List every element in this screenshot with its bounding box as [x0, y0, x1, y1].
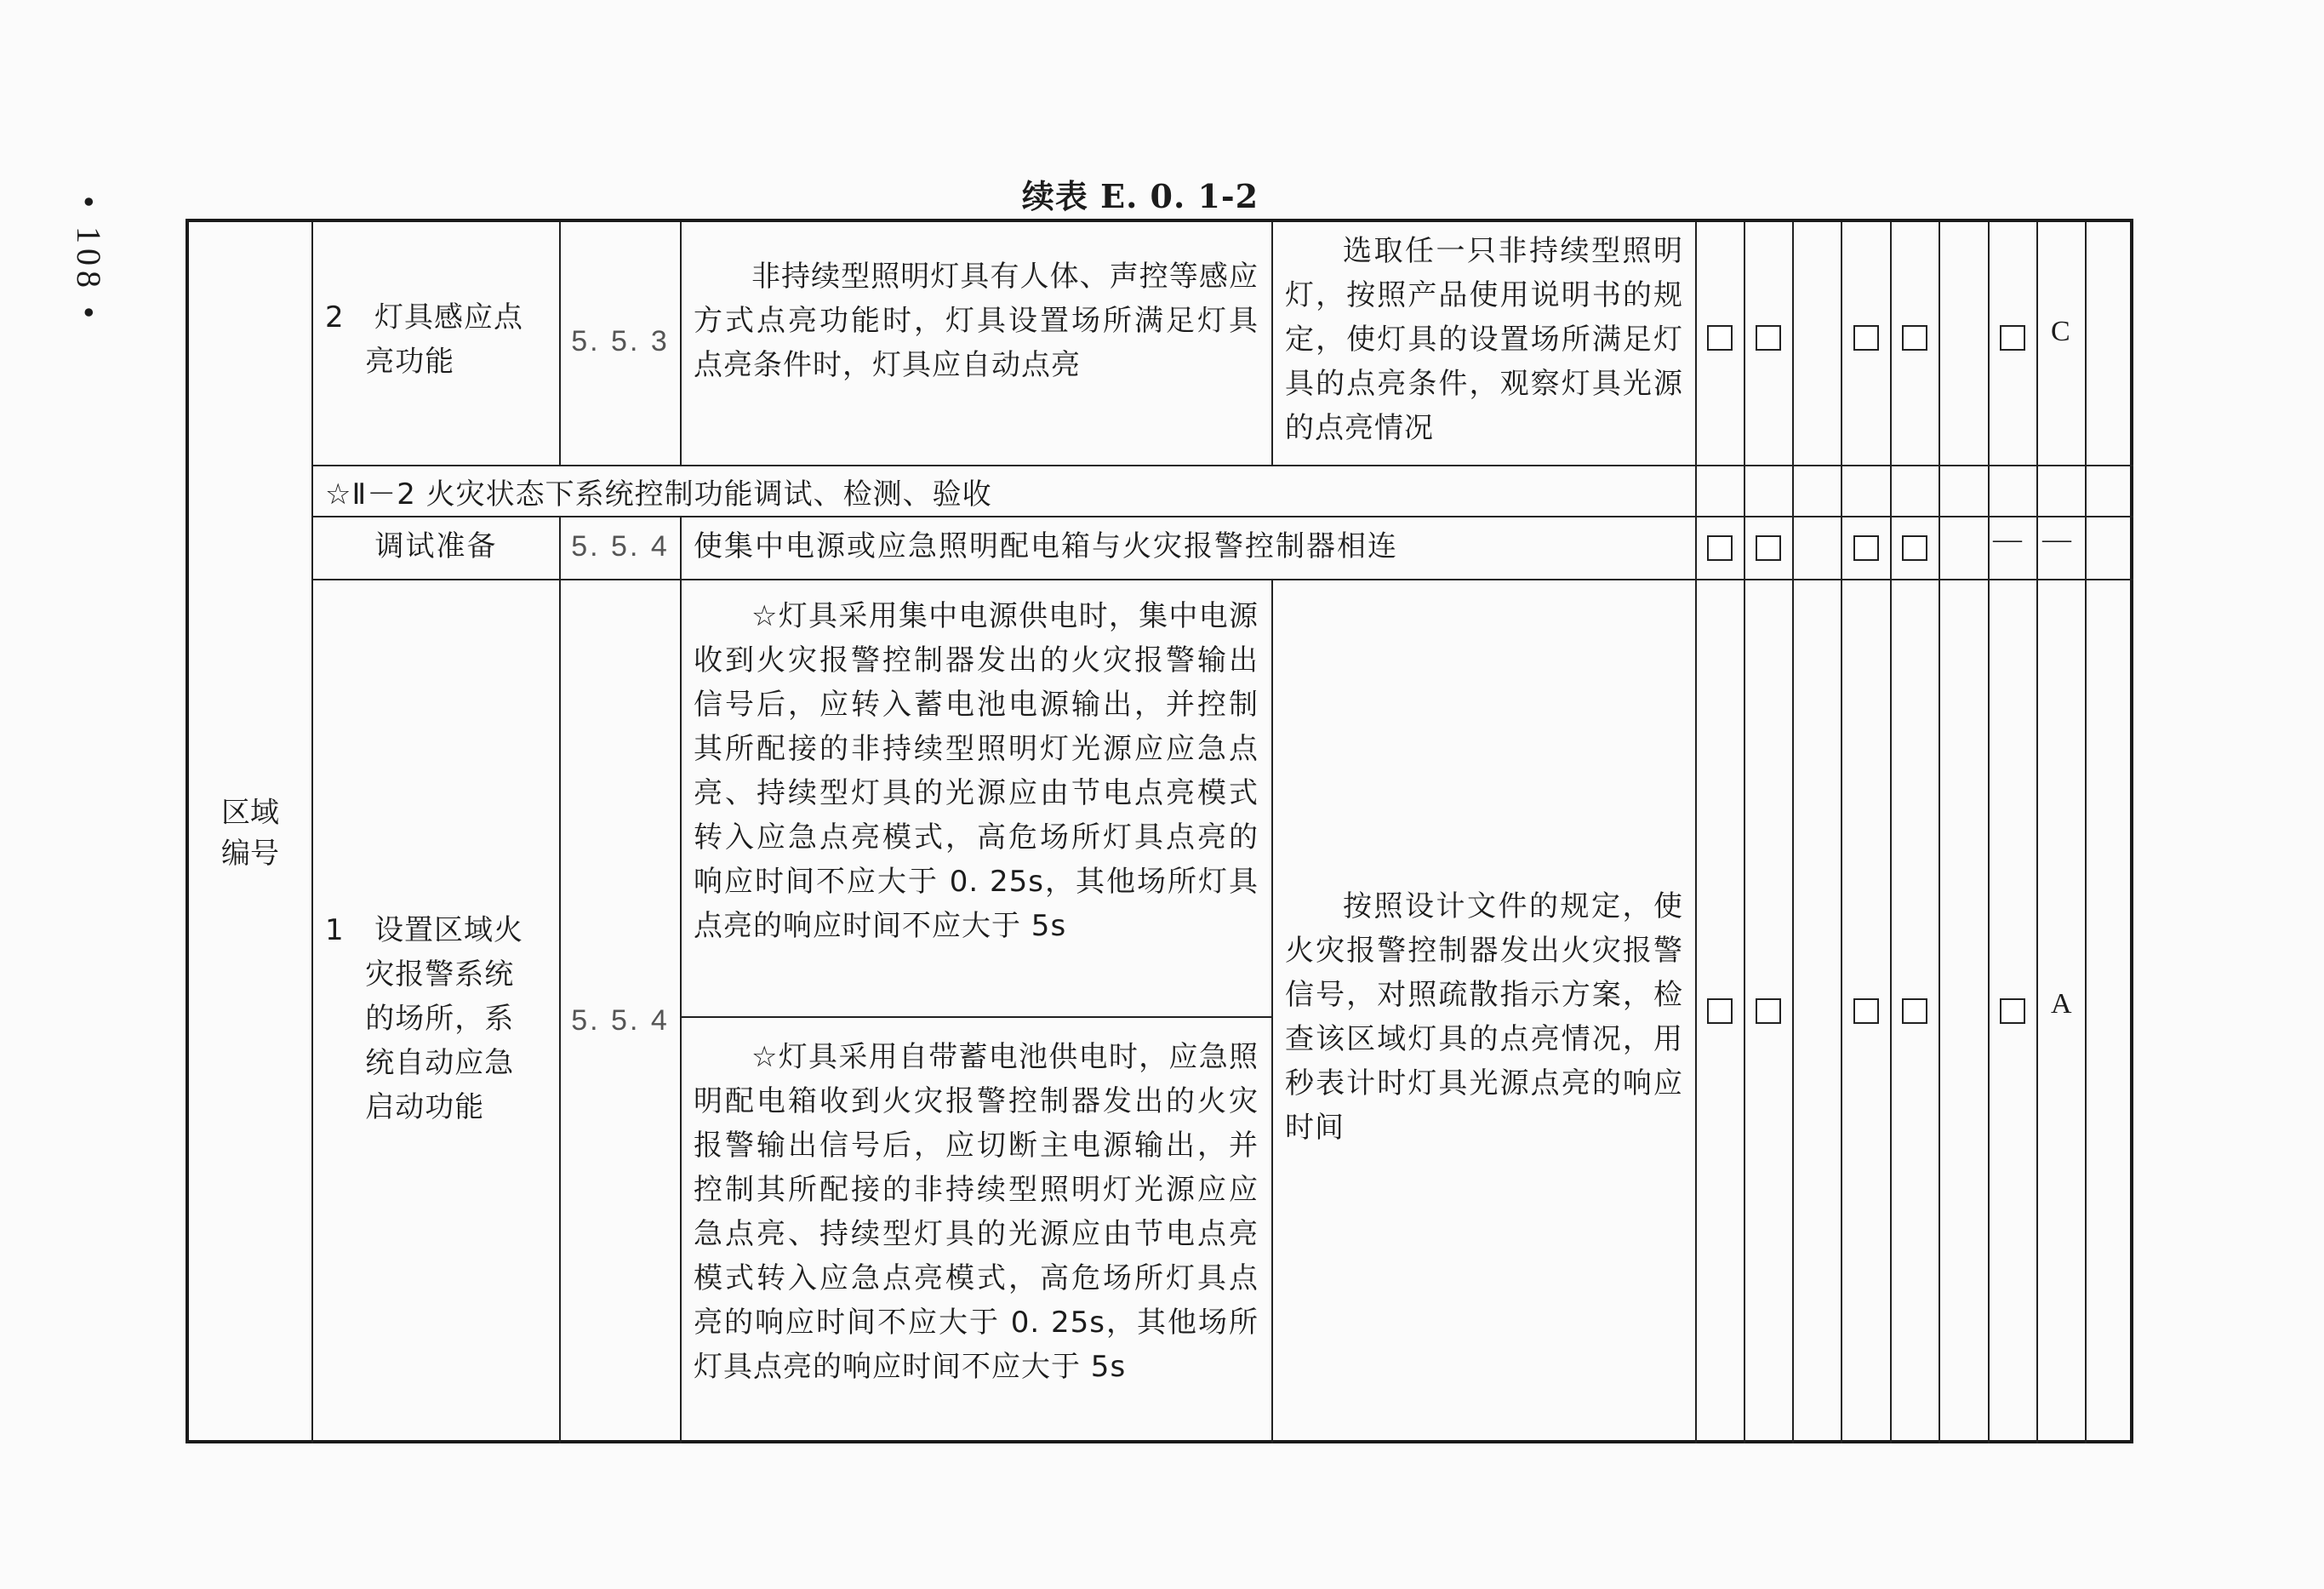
row1-checkbox-3[interactable] — [1853, 325, 1879, 351]
category-label-text: 区域 编号 — [221, 795, 279, 871]
row2-clause: 5. 5. 4 — [571, 530, 670, 563]
row1-checkbox-2[interactable] — [1756, 325, 1781, 351]
row3-item: 1 设置区域火 灾报警系统 的场所，系 统自动应急 启动功能 — [325, 913, 524, 1124]
row3-grade: A — [2051, 988, 2072, 1020]
row2-requirement: 使集中电源或应急照明配电箱与火灾报警控制器相连 — [694, 529, 1398, 563]
inspection-table — [186, 219, 2133, 1443]
row2-checkbox-1[interactable] — [1707, 535, 1733, 561]
row2-dash-1: — — [1993, 523, 2022, 555]
row3-checkbox-1[interactable] — [1707, 998, 1733, 1024]
row1-grade: C — [2051, 316, 2070, 347]
section-title: ☆Ⅱ－2 火灾状态下系统控制功能调试、检测、验收 — [325, 477, 992, 512]
row2-checkbox-3[interactable] — [1853, 535, 1879, 561]
row3-checkbox-5[interactable] — [2000, 998, 2025, 1024]
row3-requirement-b: ☆灯具采用自带蓄电池供电时，应急照明配电箱收到火灾报警控制器发出的火灾报警输出信号后，应切断主电源输出，并控制其所配接的非持续型照明灯光源应应急点亮、持续型灯具的光源应由节电点亮模式转入应急点亮模式，高危场所灯具点亮的响应时间不应大于 0. 25s，其他场所灯具点亮的响应时间不应大于 5s — [694, 1040, 1259, 1384]
row2-dash-2: — — [2042, 523, 2071, 555]
row3-checkbox-2[interactable] — [1756, 998, 1781, 1024]
row1-item: 2 灯具感应点 亮功能 — [325, 300, 524, 379]
row3-checkbox-4[interactable] — [1902, 998, 1927, 1024]
row1-checkbox-4[interactable] — [1902, 325, 1927, 351]
page-number: • 108 • — [70, 196, 108, 324]
row2-checkbox-4[interactable] — [1902, 535, 1927, 561]
table-caption: 续表 E. 0. 1-2 — [1021, 177, 1259, 215]
row1-checkbox-1[interactable] — [1707, 325, 1733, 351]
row1-requirement: 非持续型照明灯具有人体、声控等感应方式点亮功能时，灯具设置场所满足灯具点亮条件时，灯具应自动点亮 — [694, 260, 1259, 382]
row3-clause: 5. 5. 4 — [571, 1004, 670, 1037]
row3-procedure: 按照设计文件的规定，使火灾报警控制器发出火灾报警信号，对照疏散指示方案，检查该区域灯具的点亮情况，用秒表计时灯具光源点亮的响应时间 — [1285, 889, 1683, 1145]
row1-procedure: 选取任一只非持续型照明灯，按照产品使用说明书的规定，使灯具的设置场所满足灯具的点亮条件，观察灯具光源的点亮情况 — [1285, 234, 1683, 445]
row3-checkbox-3[interactable] — [1853, 998, 1879, 1024]
row2-checkbox-2[interactable] — [1756, 535, 1781, 561]
row3-requirement-a: ☆灯具采用集中电源供电时，集中电源收到火灾报警控制器发出的火灾报警输出信号后，应转入蓄电池电源输出，并控制其所配接的非持续型照明灯光源应应急点亮、持续型灯具的光源应由节电点亮模式转入应急点亮模式，高危场所灯具点亮的响应时间不应大于 0. 25s，其他场所灯具点亮的响应时间不应大于 5s — [694, 599, 1259, 943]
row1-checkbox-5[interactable] — [2000, 325, 2025, 351]
row1-clause: 5. 5. 3 — [571, 325, 670, 357]
row2-item: 调试准备 — [374, 529, 498, 563]
category-label — [189, 222, 311, 1443]
